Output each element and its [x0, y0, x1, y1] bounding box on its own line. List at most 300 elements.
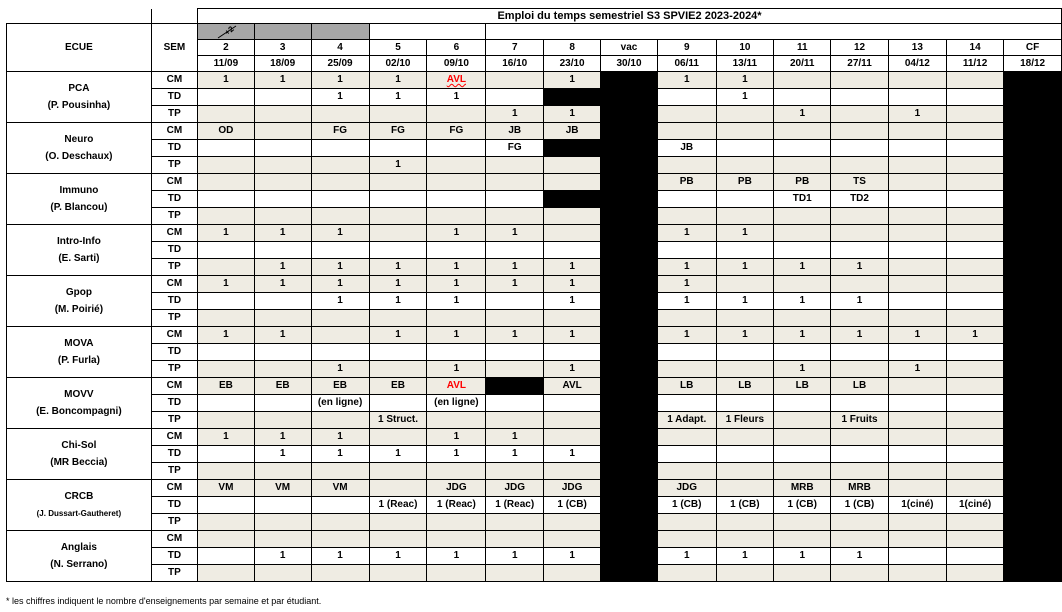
schedule-cell [601, 497, 658, 514]
schedule-cell [544, 242, 601, 259]
schedule-cell [486, 157, 544, 174]
schedule-cell [369, 531, 427, 548]
week-date: 23/10 [544, 56, 601, 72]
ecue-row [7, 327, 1062, 344]
schedule-cell [544, 395, 601, 412]
schedule-cell [486, 463, 544, 480]
schedule-cell [254, 310, 311, 327]
week-number: 13 [888, 40, 946, 56]
schedule-cell [1004, 293, 1062, 310]
schedule-cell [254, 89, 311, 106]
schedule-cell [486, 242, 544, 259]
week-date: 20/11 [774, 56, 831, 72]
schedule-cell: 1 [544, 276, 601, 293]
schedule-cell [831, 446, 889, 463]
schedule-cell [888, 344, 946, 361]
schedule-cell [198, 463, 255, 480]
table-title: Emploi du temps semestriel S3 SPVIE2 2023-2024* [198, 9, 1062, 24]
schedule-cell: 1 [254, 276, 311, 293]
schedule-cell [1004, 89, 1062, 106]
schedule-cell: 1 [254, 72, 311, 89]
ecue-label [7, 276, 152, 327]
schedule-cell [601, 429, 658, 446]
schedule-cell [254, 497, 311, 514]
schedule-cell [544, 208, 601, 225]
schedule-cell: 1 [427, 293, 486, 310]
schedule-cell: 1 Fleurs [716, 412, 774, 429]
schedule-cell [774, 429, 831, 446]
schedule-cell [831, 514, 889, 531]
schedule-cell: 1 [657, 259, 716, 276]
ecue-row [7, 174, 1062, 191]
session-type: CM [151, 531, 197, 548]
schedule-cell [657, 565, 716, 582]
week-date: 04/12 [888, 56, 946, 72]
schedule-cell: LB [831, 378, 889, 395]
week-number: 7 [486, 40, 544, 56]
schedule-cell [1004, 514, 1062, 531]
schedule-cell [888, 378, 946, 395]
schedule-cell [1004, 72, 1062, 89]
schedule-cell: 1 Struct. [369, 412, 427, 429]
schedule-cell [1004, 497, 1062, 514]
schedule-cell [946, 548, 1003, 565]
schedule-cell [657, 429, 716, 446]
session-type: CM [151, 123, 197, 140]
schedule-cell [888, 123, 946, 140]
schedule-cell [831, 208, 889, 225]
session-type: CM [151, 429, 197, 446]
schedule-cell: 1 (Reac) [427, 497, 486, 514]
schedule-cell [254, 157, 311, 174]
schedule-cell: 1 [369, 548, 427, 565]
week-number: 8 [544, 40, 601, 56]
schedule-cell [311, 208, 369, 225]
schedule-cell [544, 174, 601, 191]
schedule-cell [544, 157, 601, 174]
schedule-cell: 1 (CB) [831, 497, 889, 514]
schedule-cell [544, 429, 601, 446]
ecue-row [7, 395, 1062, 412]
ecue-prof: (P. Blancou) [50, 202, 108, 213]
session-type: CM [151, 225, 197, 242]
schedule-cell: 1 [657, 548, 716, 565]
ecue-row [7, 344, 1062, 361]
schedule-cell: AVL [544, 378, 601, 395]
schedule-cell [946, 174, 1003, 191]
schedule-cell: 1 [774, 548, 831, 565]
schedule-cell [774, 514, 831, 531]
schedule-cell: PB [774, 174, 831, 191]
schedule-cell: PB [716, 174, 774, 191]
schedule-cell [369, 225, 427, 242]
schedule-cell [254, 208, 311, 225]
schedule-cell: 1 [369, 446, 427, 463]
schedule-cell [716, 395, 774, 412]
session-type: TP [151, 310, 197, 327]
ecue-prof: (O. Deschaux) [45, 151, 113, 162]
schedule-cell: JB [486, 123, 544, 140]
schedule-cell [831, 106, 889, 123]
schedule-cell [831, 242, 889, 259]
schedule-cell [888, 72, 946, 89]
schedule-cell: 1 [774, 106, 831, 123]
schedule-cell [198, 259, 255, 276]
schedule-cell: FG [427, 123, 486, 140]
schedule-cell: MRB [831, 480, 889, 497]
schedule-cell [544, 225, 601, 242]
week-number: 11 [774, 40, 831, 56]
schedule-cell [946, 157, 1003, 174]
schedule-cell [657, 89, 716, 106]
schedule-cell [601, 140, 658, 157]
schedule-cell [198, 531, 255, 548]
schedule-cell: 1 [427, 225, 486, 242]
schedule-cell [601, 378, 658, 395]
schedule-cell [657, 446, 716, 463]
schedule-cell [601, 123, 658, 140]
schedule-cell [831, 531, 889, 548]
schedule-cell [716, 531, 774, 548]
schedule-cell [946, 463, 1003, 480]
schedule-cell: 1 (CB) [544, 497, 601, 514]
schedule-cell: 1 [831, 259, 889, 276]
schedule-cell [427, 140, 486, 157]
ecue-prof: (M. Poirié) [54, 304, 104, 315]
week-number: 14 [946, 40, 1003, 56]
schedule-cell [311, 565, 369, 582]
schedule-cell [254, 191, 311, 208]
schedule-cell [774, 123, 831, 140]
schedule-cell [601, 480, 658, 497]
schedule-cell: 1 [544, 106, 601, 123]
schedule-cell [254, 344, 311, 361]
schedule-cell: EB [254, 378, 311, 395]
schedule-cell: 1 [311, 225, 369, 242]
schedule-cell [1004, 327, 1062, 344]
schedule-cell: 1 [716, 89, 774, 106]
schedule-cell [716, 106, 774, 123]
schedule-cell [369, 174, 427, 191]
schedule-cell [946, 378, 1003, 395]
ecue-label [7, 123, 152, 174]
schedule-cell [601, 174, 658, 191]
schedule-cell: 1 [369, 293, 427, 310]
session-type: TP [151, 565, 197, 582]
ecue-prof: (MR Beccia) [50, 457, 108, 468]
week-5-6-top [369, 24, 486, 40]
schedule-cell [831, 463, 889, 480]
title-spacer-sem [151, 9, 197, 24]
schedule-cell [1004, 208, 1062, 225]
schedule-cell: JDG [486, 480, 544, 497]
schedule-cell: TD1 [774, 191, 831, 208]
schedule-cell [427, 344, 486, 361]
schedule-cell [657, 106, 716, 123]
session-type: TP [151, 412, 197, 429]
schedule-cell [427, 157, 486, 174]
schedule-cell [544, 191, 601, 208]
schedule-cell [601, 412, 658, 429]
schedule-cell: 1 [657, 276, 716, 293]
schedule-cell [946, 276, 1003, 293]
ecue-name: Immuno [59, 185, 99, 196]
ecue-name: PCA [68, 83, 90, 94]
week-date: 02/10 [369, 56, 427, 72]
schedule-cell: JB [544, 123, 601, 140]
schedule-cell [544, 344, 601, 361]
week-2-top [198, 24, 255, 40]
schedule-cell [831, 89, 889, 106]
schedule-cell [311, 514, 369, 531]
schedule-cell [311, 157, 369, 174]
schedule-cell [311, 191, 369, 208]
schedule-cell [601, 242, 658, 259]
schedule-cell: 1 [544, 72, 601, 89]
schedule-cell [1004, 259, 1062, 276]
schedule-cell [831, 225, 889, 242]
ecue-row [7, 531, 1062, 548]
schedule-cell [657, 344, 716, 361]
schedule-cell: LB [716, 378, 774, 395]
schedule-cell [254, 412, 311, 429]
schedule-cell [888, 412, 946, 429]
schedule-cell [254, 293, 311, 310]
schedule-cell [946, 123, 1003, 140]
schedule-cell: PB [657, 174, 716, 191]
schedule-cell: JDG [657, 480, 716, 497]
schedule-cell: 1 [486, 446, 544, 463]
schedule-cell: 1 [311, 276, 369, 293]
schedule-cell [427, 463, 486, 480]
schedule-cell [198, 174, 255, 191]
week-date: 11/09 [198, 56, 255, 72]
schedule-cell [254, 242, 311, 259]
schedule-cell: 1 [254, 225, 311, 242]
schedule-cell [888, 140, 946, 157]
schedule-cell: 1 [716, 548, 774, 565]
schedule-cell [601, 191, 658, 208]
schedule-cell [486, 191, 544, 208]
schedule-cell: FG [369, 123, 427, 140]
schedule-cell [601, 225, 658, 242]
schedule-cell [601, 514, 658, 531]
schedule-cell [831, 72, 889, 89]
week-date: 11/12 [946, 56, 1003, 72]
schedule-cell [601, 565, 658, 582]
schedule-cell: 1 [198, 225, 255, 242]
schedule-cell [888, 89, 946, 106]
schedule-cell [1004, 429, 1062, 446]
schedule-cell [198, 548, 255, 565]
schedule-cell: 1 [486, 429, 544, 446]
schedule-cell [774, 395, 831, 412]
schedule-cell [1004, 480, 1062, 497]
schedule-cell [946, 191, 1003, 208]
schedule-cell: 1 [544, 361, 601, 378]
schedule-cell [774, 276, 831, 293]
schedule-cell [657, 242, 716, 259]
footnote: * les chiffres indiquent le nombre d'enseignements par semaine et par étudiant. [6, 596, 322, 606]
schedule-cell [311, 106, 369, 123]
schedule-cell: 1 [254, 446, 311, 463]
schedule-cell [1004, 225, 1062, 242]
schedule-cell [888, 395, 946, 412]
schedule-cell: 1 [369, 72, 427, 89]
schedule-cell [369, 310, 427, 327]
schedule-cell: 1 [486, 106, 544, 123]
schedule-cell [198, 395, 255, 412]
schedule-cell [544, 565, 601, 582]
week-4-top [311, 24, 369, 40]
schedule-cell [427, 191, 486, 208]
schedule-cell [369, 242, 427, 259]
schedule-cell [774, 412, 831, 429]
schedule-cell [946, 565, 1003, 582]
schedule-cell: 1 [311, 446, 369, 463]
schedule-cell: 1 [311, 293, 369, 310]
ecue-name: Chi-Sol [61, 440, 97, 451]
schedule-cell: 1 (CB) [657, 497, 716, 514]
schedule-cell [888, 157, 946, 174]
schedule-cell [774, 446, 831, 463]
schedule-cell [427, 106, 486, 123]
ecue-row [7, 140, 1062, 157]
ecue-label [7, 225, 152, 276]
ecue-row [7, 89, 1062, 106]
schedule-cell [486, 72, 544, 89]
schedule-cell [774, 225, 831, 242]
schedule-cell [198, 191, 255, 208]
schedule-cell [1004, 361, 1062, 378]
schedule-cell [486, 395, 544, 412]
schedule-cell [716, 157, 774, 174]
schedule-cell [369, 361, 427, 378]
week-number: 6 [427, 40, 486, 56]
schedule-cell [657, 157, 716, 174]
schedule-cell [369, 140, 427, 157]
schedule-cell [601, 106, 658, 123]
ecue-name: MOVA [64, 338, 94, 349]
schedule-cell: EB [198, 378, 255, 395]
schedule-cell: 1 Fruits [831, 412, 889, 429]
schedule-cell: 1 [657, 225, 716, 242]
schedule-cell [888, 242, 946, 259]
schedule-cell [486, 174, 544, 191]
ecue-prof: (N. Serrano) [50, 559, 108, 570]
schedule-cell [657, 395, 716, 412]
session-type: TD [151, 344, 197, 361]
schedule-cell [369, 429, 427, 446]
session-type: TD [151, 191, 197, 208]
schedule-cell: 1 [544, 548, 601, 565]
week-number: 2 [198, 40, 255, 56]
schedule-cell [1004, 174, 1062, 191]
schedule-cell [774, 344, 831, 361]
schedule-cell: 1 [311, 259, 369, 276]
week-number: 4 [311, 40, 369, 56]
schedule-cell: 1 [544, 293, 601, 310]
schedule-cell [888, 276, 946, 293]
ecue-label [7, 327, 152, 378]
schedule-cell [774, 157, 831, 174]
schedule-cell [544, 531, 601, 548]
session-type: TD [151, 89, 197, 106]
schedule-cell [311, 174, 369, 191]
schedule-cell [601, 446, 658, 463]
schedule-cell [774, 565, 831, 582]
schedule-cell: (en ligne) [311, 395, 369, 412]
ecue-row [7, 157, 1062, 174]
schedule-cell [254, 395, 311, 412]
session-type: TD [151, 497, 197, 514]
schedule-cell [888, 531, 946, 548]
schedule-cell [427, 565, 486, 582]
corner-mark: +2 [222, 24, 236, 38]
session-type: TP [151, 463, 197, 480]
schedule-cell: 1 [311, 548, 369, 565]
schedule-cell: AVL [427, 378, 486, 395]
ecue-row [7, 429, 1062, 446]
schedule-cell [831, 361, 889, 378]
session-type: TP [151, 157, 197, 174]
schedule-cell [486, 361, 544, 378]
schedule-cell: 1 [311, 72, 369, 89]
schedule-cell [716, 208, 774, 225]
week-number: vac [601, 40, 658, 56]
schedule-cell [254, 140, 311, 157]
schedule-cell: 1 [716, 259, 774, 276]
schedule-cell [486, 514, 544, 531]
schedule-cell [774, 463, 831, 480]
schedule-cell [888, 463, 946, 480]
ecue-row [7, 191, 1062, 208]
ecue-name: Intro-Info [56, 236, 101, 247]
schedule-cell [198, 293, 255, 310]
schedule-cell [716, 310, 774, 327]
session-type: TP [151, 106, 197, 123]
schedule-cell [888, 191, 946, 208]
schedule-cell: MRB [774, 480, 831, 497]
schedule-cell [946, 89, 1003, 106]
ecue-prof: (P. Furla) [57, 355, 100, 366]
week-date: 27/11 [831, 56, 889, 72]
schedule-cell: JDG [427, 480, 486, 497]
schedule-cell: FG [311, 123, 369, 140]
schedule-cell: 1 [486, 276, 544, 293]
schedule-cell [716, 344, 774, 361]
schedule-cell [716, 446, 774, 463]
ecue-name: MOVV [64, 389, 94, 400]
schedule-cell: 1 [831, 293, 889, 310]
schedule-cell: 1 [427, 276, 486, 293]
schedule-cell [544, 412, 601, 429]
ecue-row [7, 123, 1062, 140]
schedule-cell [946, 242, 1003, 259]
session-type: TD [151, 140, 197, 157]
schedule-cell: 1 [774, 327, 831, 344]
schedule-cell: OD [198, 123, 255, 140]
schedule-cell: 1 [427, 361, 486, 378]
ecue-row [7, 310, 1062, 327]
schedule-cell [311, 242, 369, 259]
schedule-cell [427, 531, 486, 548]
schedule-cell [946, 446, 1003, 463]
schedule-cell [369, 208, 427, 225]
schedule-cell [601, 361, 658, 378]
timetable-sheet [6, 8, 1062, 582]
week-date: 13/11 [716, 56, 774, 72]
